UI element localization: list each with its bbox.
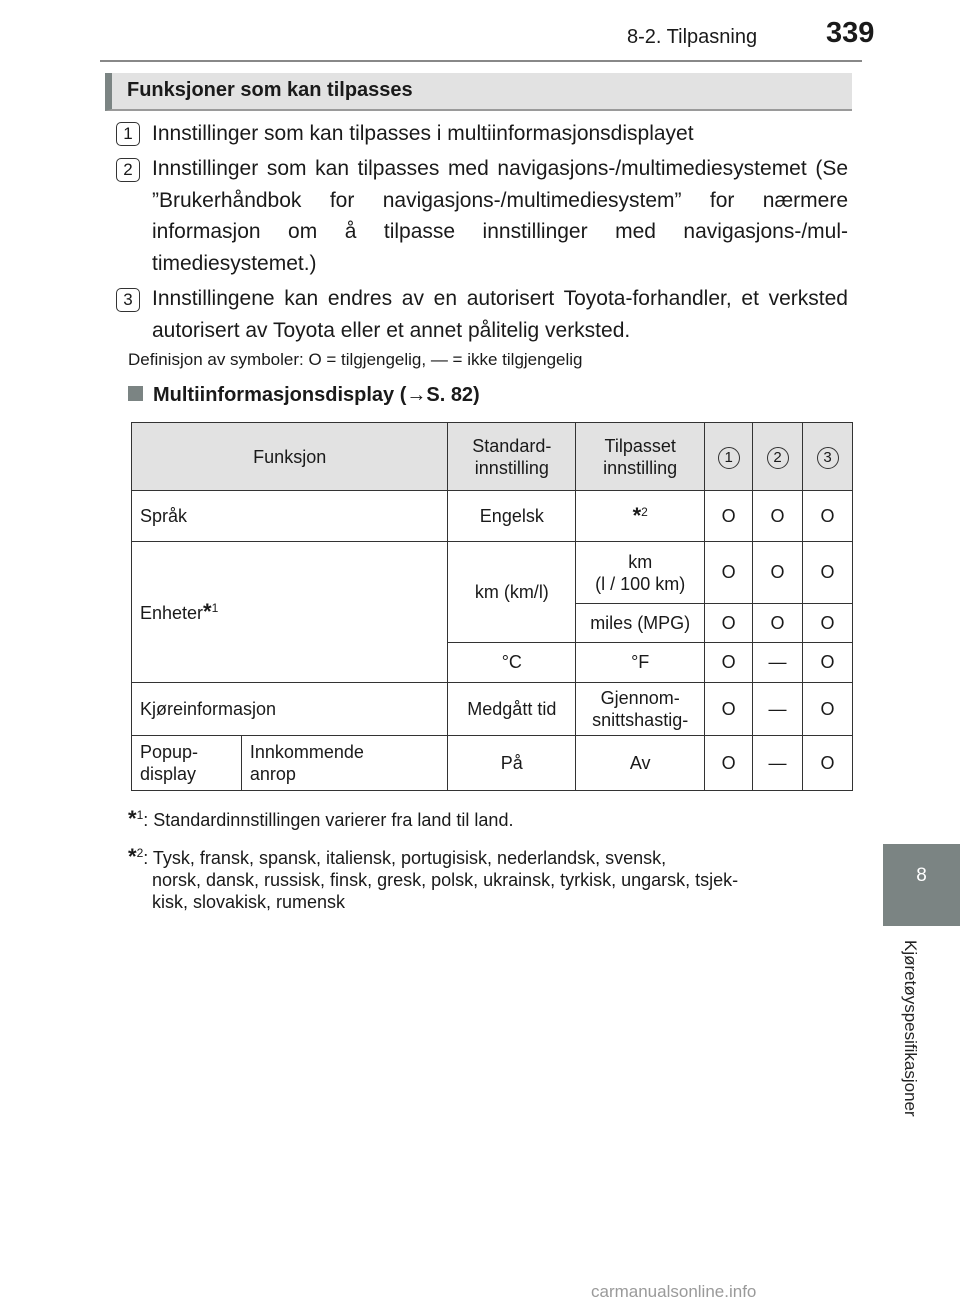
cell-avail-1: O — [705, 683, 753, 736]
cell-avail-2: O — [753, 491, 803, 542]
circled-1-icon: 1 — [718, 447, 740, 469]
cell-default: Engelsk — [448, 491, 576, 542]
table-row — [132, 542, 853, 604]
watermark: carmanualsonline.info — [591, 1282, 757, 1301]
cell-default: km (km/l) — [448, 542, 576, 643]
chapter-number: 8 — [916, 865, 927, 886]
cell-avail-1: O — [705, 736, 753, 791]
cell-avail-2: — — [753, 736, 803, 791]
cell-custom: Av — [576, 736, 705, 791]
cell-function: Enheter*$^1$ — [132, 542, 448, 683]
chapter-tab — [883, 844, 960, 926]
cell-avail-1: O — [705, 491, 753, 542]
item-number-2: 2 — [116, 158, 140, 182]
cell-function-group: Popup- display — [132, 736, 242, 791]
header-default: Standard- innstilling — [448, 423, 576, 491]
item-text-1: Innstillinger som kan tilpasses i multiinformasjonsdisplayet — [152, 122, 694, 145]
cell-avail-1: O — [705, 542, 753, 604]
table-row — [132, 736, 853, 791]
section-heading-text: Funksjoner som kan tilpasses — [127, 79, 413, 101]
cell-custom: Gjennom- snittshastig- — [576, 683, 705, 736]
square-bullet-icon — [128, 386, 143, 401]
table-header-row — [132, 423, 853, 491]
cell-avail-2: O — [753, 542, 803, 604]
cell-function: Kjøreinformasjon — [132, 683, 448, 736]
cell-avail-3: O — [803, 643, 853, 683]
cell-avail-2: O — [753, 604, 803, 643]
header-custom: Tilpasset innstilling — [576, 423, 705, 491]
header-col-1 — [705, 423, 753, 491]
subsection-heading — [128, 384, 480, 407]
item-number-3: 3 — [116, 288, 140, 312]
cell-avail-3: O — [803, 604, 853, 643]
header-col-2 — [753, 423, 803, 491]
arrow-icon: → — [406, 384, 427, 406]
header-rule — [100, 60, 862, 62]
cell-function: Språk — [132, 491, 448, 542]
cell-default: På — [448, 736, 576, 791]
chapter-title: Kjøretøyspesifikasjoner — [901, 940, 920, 1117]
cell-avail-2: — — [753, 643, 803, 683]
header-section-title: 8-2. Tilpasning — [627, 26, 758, 48]
cell-default: Medgått tid — [448, 683, 576, 736]
item-text-3: Innstillingene kan endres av en autorisert Toyota-forhandler, et verksted autorisert av Toyota eller et annet pålitelig verksted. — [152, 287, 848, 342]
cell-avail-3: O — [803, 491, 853, 542]
table-row — [132, 491, 853, 542]
page-number: 339 — [826, 17, 875, 49]
cell-custom: km (l / 100 km) — [576, 542, 705, 604]
item-text-2: Innstillinger som kan tilpasses med navigasjons-/multimediesystemet (Se ”Brukerhåndbok for navigasjons-/multimediesystem” for nærmere informasjon om å tilpasse innstillinger med navigasjons-/multimediesystemet.) — [152, 157, 848, 275]
cell-avail-1: O — [705, 604, 753, 643]
symbol-definition: Definisjon av symboler: O = tilgjengelig, — = ikke tilgjengelig — [128, 350, 583, 369]
header-function: Funksjon — [132, 423, 448, 491]
table-row — [132, 683, 853, 736]
cell-function: Innkommende anrop — [241, 736, 448, 791]
cell-avail-2: — — [753, 683, 803, 736]
circled-3-icon: 3 — [817, 447, 839, 469]
cell-avail-3: O — [803, 736, 853, 791]
cell-avail-1: O — [705, 643, 753, 683]
item-number-1: 1 — [116, 122, 140, 146]
cell-custom: miles (MPG) — [576, 604, 705, 643]
cell-default: °C — [448, 643, 576, 683]
cell-avail-3: O — [803, 542, 853, 604]
circled-2-icon: 2 — [767, 447, 789, 469]
subsection-page-link[interactable]: S. 82) — [426, 384, 480, 406]
cell-avail-3: O — [803, 683, 853, 736]
footnote-2: *$^2$: Tysk, fransk, spansk, italiensk, portugisisk, nederlandsk, svensk, norsk, dansk, russisk, finsk, gresk, polsk, ukrainsk, tyrkisk, ungarsk, tsjek- kisk, slovakisk, rumensk — [128, 844, 739, 912]
header-col-3 — [803, 423, 853, 491]
cell-custom: °F — [576, 643, 705, 683]
cell-custom: *$^2$ — [576, 491, 705, 542]
settings-table — [131, 422, 853, 791]
footnote-1: *$^1$: Standardinnstillingen varierer fra land til land. — [128, 806, 514, 831]
subsection-label: Multiinformasjonsdisplay ( — [153, 384, 407, 406]
section-heading — [105, 73, 852, 111]
